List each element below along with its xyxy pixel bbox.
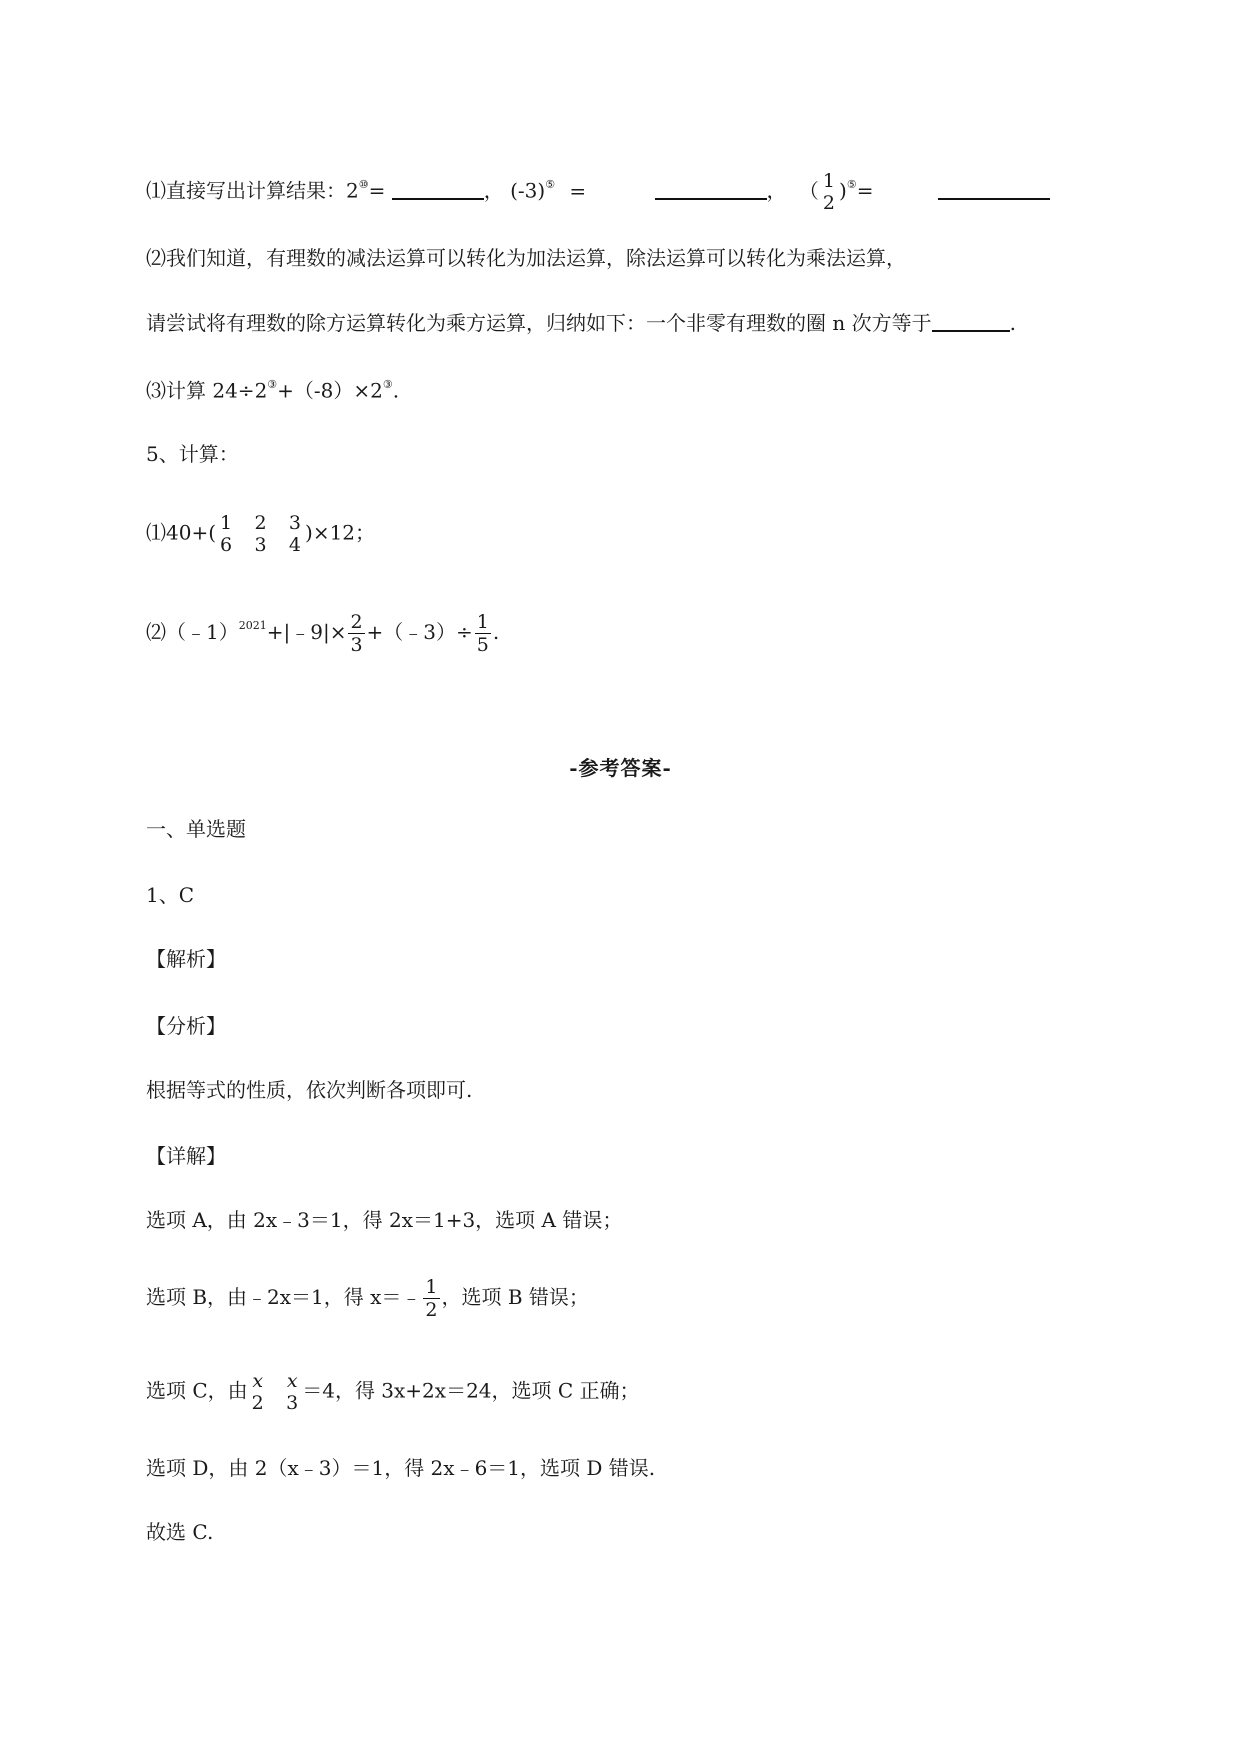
q5-p2-end: .: [492, 620, 500, 644]
q4-p2-text: 请尝试将有理数的除方运算转化为乘方运算，归纳如下：一个非零有理数的圈 n 次方等于: [146, 311, 932, 335]
answers-fenxi-text: 根据等式的性质，依次判断各项即可.: [146, 1078, 473, 1102]
q4-p3-text: ⑶计算 24÷2: [146, 378, 268, 403]
q5-p1-frac1: 1 6: [220, 512, 233, 556]
answer-blank-1[interactable]: [392, 196, 484, 200]
q4-p1-comma2: ，: [766, 178, 787, 203]
q5-p2-mid: +|﹣9|×: [266, 620, 347, 644]
q5-p2-pre: ⑵（﹣1）: [146, 620, 239, 644]
answers-option-b: [146, 1276, 589, 1321]
q5-p2-frac2: $\frac{1}{5}$: [476, 611, 489, 656]
q4-part2-line2: [146, 309, 1016, 337]
q4-p1-eq3: =: [856, 178, 874, 203]
opt-b-post: ，选项 B 错误；: [441, 1285, 589, 1309]
q4-p1-c-prefix: （: [798, 178, 819, 203]
q4-p1-b: (-3): [510, 178, 546, 203]
q4-part1: [146, 170, 1050, 214]
answers-conclusion: 故选 C.: [146, 1520, 214, 1544]
q4-part3: [146, 373, 399, 405]
answer-blank-4[interactable]: [932, 328, 1010, 332]
q4-p1-c-close: ): [839, 178, 847, 203]
answers-fenxi: 【分析】: [146, 1014, 226, 1038]
q4-p1-label: ⑴直接写出计算结果：: [146, 178, 346, 203]
q5-part1: [146, 512, 375, 556]
q5-part2: [146, 611, 499, 656]
q4-p1-c-fraction: 1 2: [822, 170, 835, 214]
q5-p1-frac3: 3 4: [288, 512, 302, 556]
opt-c-pre: 选项 C，由: [146, 1378, 248, 1403]
answers-xiangjie: 【详解】: [146, 1144, 226, 1168]
q4-p2-end: .: [1009, 311, 1016, 335]
q4-p3-mid: +（-8）×2: [277, 378, 383, 403]
q5-p1-post: )×12；: [305, 520, 376, 545]
answers-jiexi: 【解析】: [146, 947, 226, 971]
q4-p1-a: 2: [346, 178, 359, 203]
answer-blank-3[interactable]: [938, 196, 1050, 200]
q5-heading: 5、计算：: [146, 442, 239, 466]
opt-c-frac1: x 2: [251, 1370, 264, 1414]
q5-p2-frac1: $\frac{2}{3}$: [350, 611, 363, 656]
q5-p2-mid2: +（﹣3）÷: [366, 620, 473, 644]
answers-item: 1、C: [146, 883, 195, 907]
q4-p1-eq: =: [368, 178, 386, 203]
q5-p1-frac2: 2 3: [254, 512, 267, 556]
opt-b-pre: 选项 B，由﹣2x＝1，得 x＝﹣: [146, 1285, 422, 1309]
opt-c-post: ＝4，得 3x+2x＝24，选项 C 正确；: [302, 1378, 640, 1403]
answer-blank-2[interactable]: [655, 196, 767, 200]
q4-p3-end: .: [392, 378, 400, 403]
opt-c-frac2: x 3: [286, 1370, 299, 1414]
answers-title: -参考答案-: [569, 756, 672, 780]
answers-option-c: [146, 1370, 640, 1414]
q4-p1-a-sup: ⑩: [358, 177, 369, 191]
q4-p1-comma1: ，: [483, 178, 504, 203]
q4-p1-eq2: =: [569, 178, 587, 203]
opt-b-frac: $\frac{1}{2}$: [425, 1276, 438, 1321]
q4-p3-sup1: ③: [267, 378, 278, 391]
q5-p1-pre: ⑴40+(: [146, 520, 217, 545]
q5-p2-sup: 2021: [238, 619, 267, 633]
answers-option-d: 选项 D，由 2（x﹣3）＝1，得 2x﹣6＝1，选项 D 错误.: [146, 1456, 656, 1480]
q4-p1-b-sup: ⑤: [545, 177, 556, 191]
answers-option-a: 选项 A，由 2x﹣3＝1，得 2x＝1+3，选项 A 错误；: [146, 1208, 623, 1232]
q4-part2-line1: ⑵我们知道，有理数的减法运算可以转化为加法运算，除法运算可以转化为乘法运算，: [146, 246, 906, 270]
q4-p3-sup2: ③: [382, 378, 393, 391]
answers-section: 一、单选题: [146, 817, 246, 841]
q4-p1-c-sup: ⑤: [846, 177, 857, 191]
